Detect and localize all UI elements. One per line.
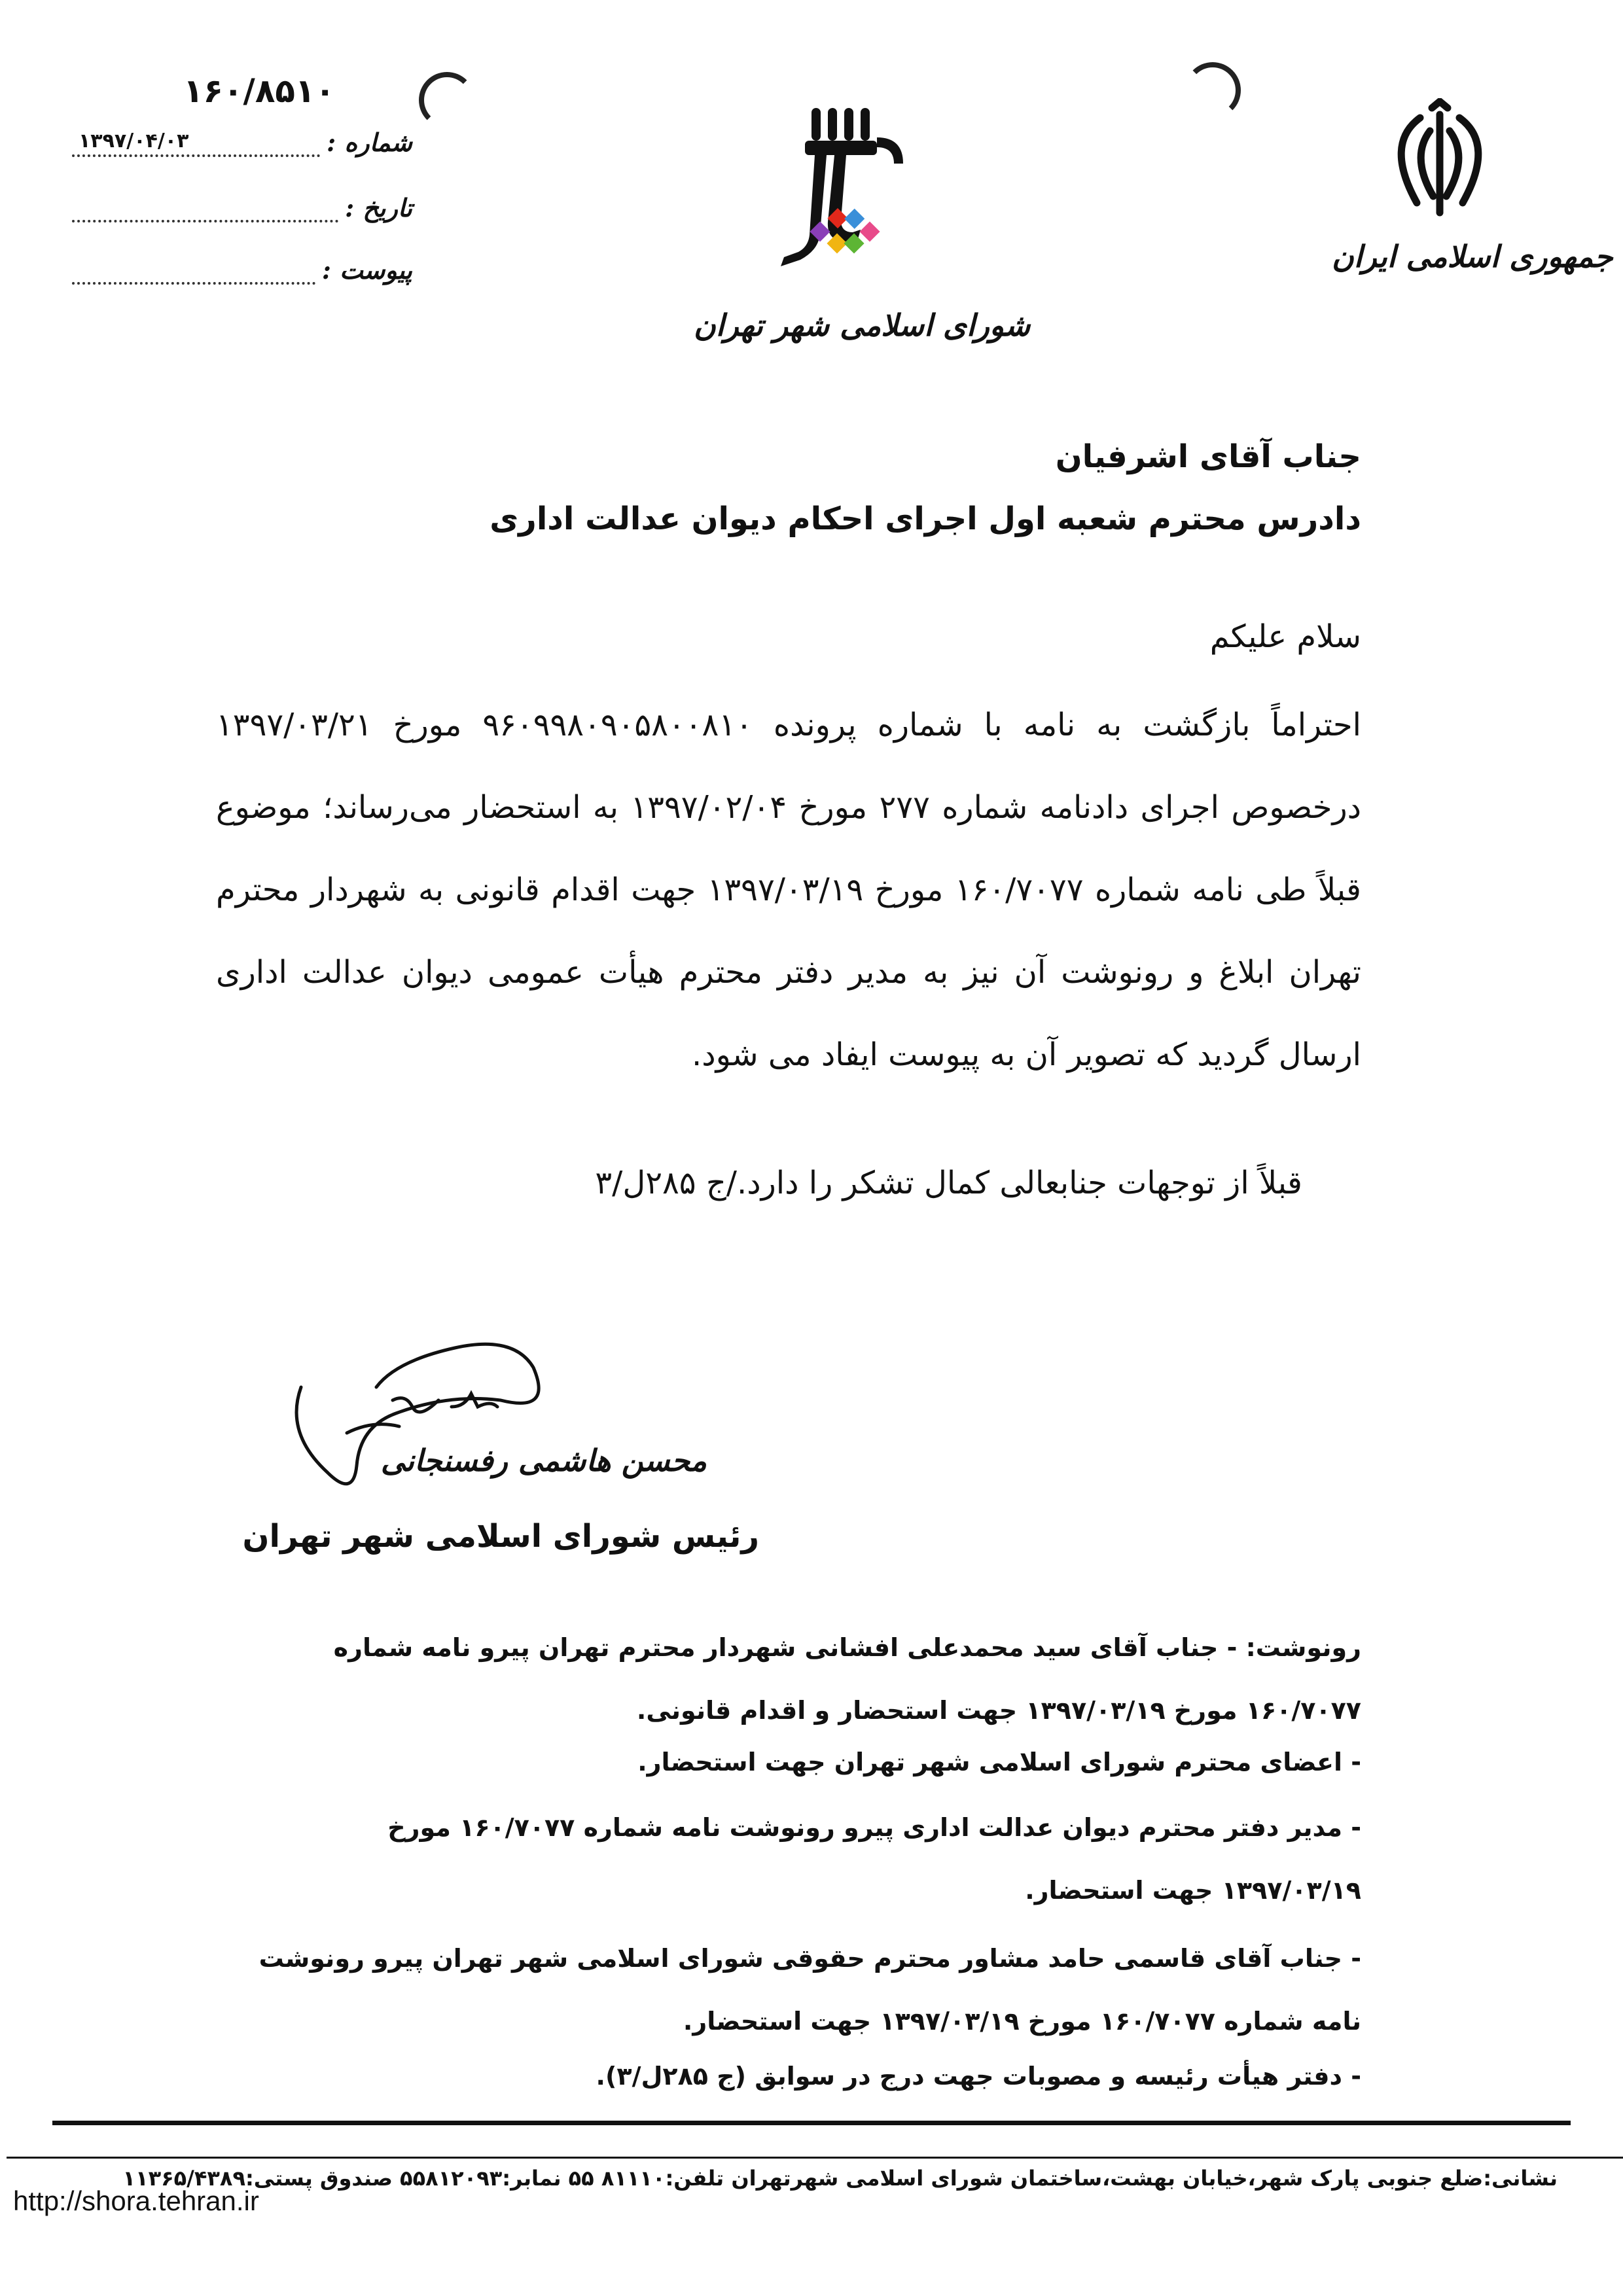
recipient-line-2: دادرس محترم شعبه اول اجرای احکام دیوان عدالت اداری: [490, 501, 1361, 537]
scan-corner-mark-left: [419, 72, 475, 128]
cc-item-1: رونوشت: - جناب آقای سید محمدعلی افشانی شهردار محترم تهران پیرو نامه شماره ۱۶۰/۷۰۷۷ مورخ ۱۳۹۷/۰۳/۱۹ جهت استحضار و اقدام قانونی.: [333, 1633, 1361, 1725]
greeting: سلام علیکم: [1209, 618, 1361, 655]
attachment-value: [72, 256, 315, 285]
scan-corner-mark-right: [1185, 62, 1241, 118]
number-label: شماره :: [327, 128, 412, 157]
letter-number-top: ۱۶۰/۸۵۱۰: [183, 72, 335, 110]
council-logo: [726, 98, 942, 294]
council-name: شورای اسلامی شهر تهران: [694, 308, 1031, 343]
cc-item-2: - اعضای محترم شورای اسلامی شهر تهران جهت استحضار.: [637, 1748, 1361, 1776]
signatory-title: رئیس شورای اسلامی شهر تهران: [242, 1518, 759, 1555]
body-paragraph: احتراماً بازگشت به نامه با شماره پرونده ۹۶۰۹۹۸۰۹۰۵۸۰۰۸۱۰ مورخ ۱۳۹۷/۰۳/۲۱ درخصوص اجرای دادنامه شماره ۲۷۷ مورخ ۱۳۹۷/۰۲/۰۴ به استحضار می‌رساند؛ موضوع قبلاً طی نامه شماره ۱۶۰/۷۰۷۷ مورخ ۱۳۹۷/۰۳/۱۹ جهت اقدام قانونی به شهردار محترم تهران ابلاغ و رونوشت آن نیز به مدیر دفتر محترم هیأت عمومی دیوان عدالت اداری ارسال گردید که تصویر آن به پیوست ایفاد می شود.: [216, 707, 1362, 1073]
number-value: ۱۳۹۷/۰۴/۰۳: [72, 128, 320, 157]
cc-item-4: - جناب آقای قاسمی حامد مشاور محترم حقوقی شورای اسلامی شهر تهران پیرو رونوشت نامه شماره ۱۶۰/۷۰۷۷ مورخ ۱۳۹۷/۰۳/۱۹ جهت استحضار.: [259, 1944, 1361, 2036]
footer-divider-thick: [52, 2121, 1571, 2125]
recipient-line-1: جناب آقای اشرفیان: [1055, 438, 1361, 475]
handwritten-signature: [262, 1309, 576, 1525]
footer-divider-thin: [7, 2157, 1623, 2159]
number-row: [72, 118, 412, 157]
attachment-label: پیوست :: [321, 255, 412, 285]
footer-url-link[interactable]: http://shora.tehran.ir: [13, 2185, 259, 2216]
iran-emblem-icon: [1374, 98, 1505, 229]
council-logo-icon: [726, 98, 942, 294]
date-row: [72, 183, 412, 222]
footer-address: نشانی:ضلع جنوبی پارک شهر،خیابان بهشت،ساختمان شورای اسلامی شهرتهران تلفن:۸۱۱۱۰ ۵۵ نمابر:۵۵۸۱۲۰۹۳ صندوق پستی:۱۱۳۶۵/۴۳۸۹: [122, 2166, 1558, 2191]
cc-item-3: - مدیر دفتر محترم دیوان عدالت اداری پیرو رونوشت نامه شماره ۱۶۰/۷۰۷۷ مورخ ۱۳۹۷/۰۳/۱۹ جهت استحضار.: [387, 1813, 1361, 1905]
signatory-name: محسن هاشمی رفسنجانی: [380, 1443, 707, 1478]
date-label: تاریخ :: [345, 193, 412, 222]
attachment-row: [72, 245, 412, 285]
date-value: [72, 194, 338, 222]
iran-emblem: [1374, 98, 1505, 229]
cc-item-5: - دفتر هیأت رئیسه و مصوبات جهت درج در سوابق (ج ۲۸۵ل/۳).: [596, 2062, 1361, 2091]
signature-icon: [262, 1309, 576, 1525]
republic-name: جمهوری اسلامی ایران: [1332, 239, 1613, 274]
closing-line: قبلاً از توجهات جنابعالی کمال تشکر را دارد./ج ۲۸۵ل/۳: [595, 1165, 1302, 1201]
